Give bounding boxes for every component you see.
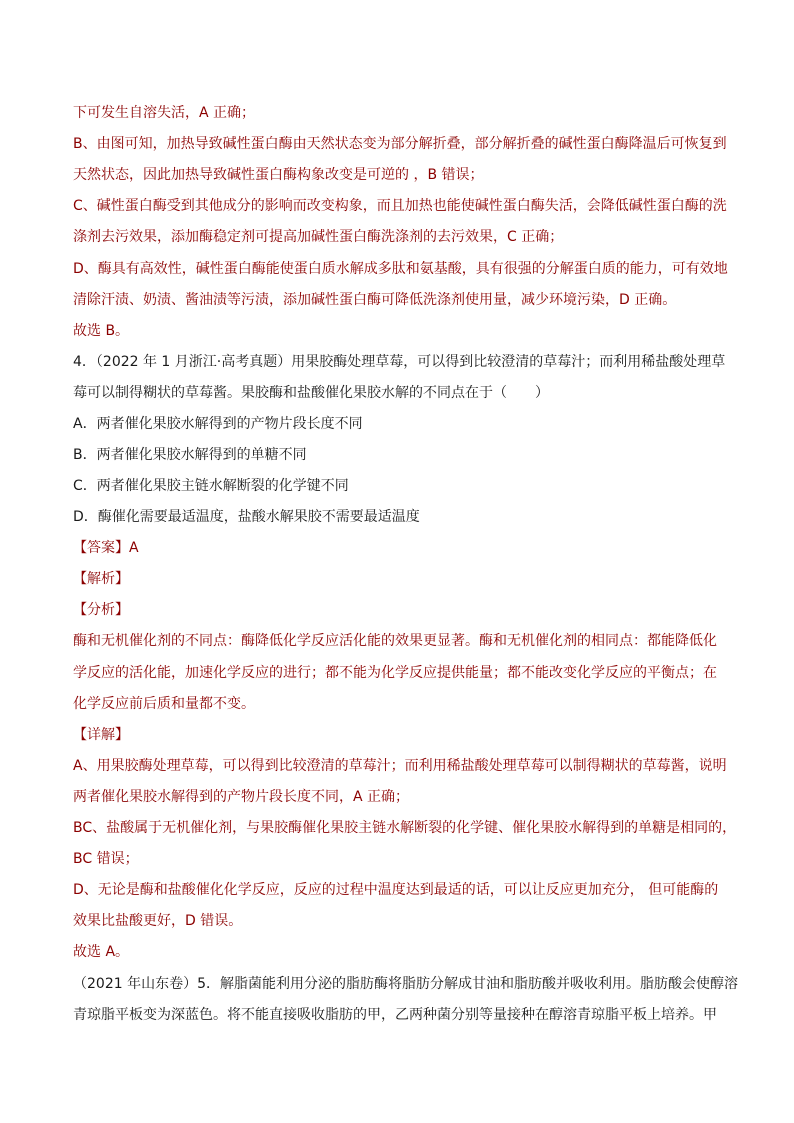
text-line-1: 下可发生自溶失活，A 正确；: [73, 105, 256, 121]
text-line-27: 效果比盐酸更好，D 错误。: [73, 913, 243, 929]
detail-label: 【详解】: [73, 727, 129, 743]
analysis-label: 【解析】: [73, 571, 129, 587]
question-4-stem-1: 4．（2022 年 1 月浙江·高考真题）用果胶酶处理草莓，可以得到比较澄清的草莓汁；而利用稀盐酸处理草: [73, 354, 726, 370]
text-line-19: 学反应的活化能，加速化学反应的进行；都不能为化学反应提供能量；都不能改变化学反应的平衡点；在: [73, 665, 717, 681]
text-line-24: BC、盐酸属于无机催化剂，与果胶酶催化果胶主链水解断裂的化学键、催化果胶水解得到的单糖是相同的，: [73, 820, 737, 836]
option-b: B．两者催化果胶水解得到的单糖不同: [73, 447, 307, 463]
text-line-2: B、由图可知，加热导致碱性蛋白酶由天然状态变为部分解折叠，部分解折叠的碱性蛋白酶降温后可恢复到: [73, 136, 727, 152]
text-line-6: D、酶具有高效性，碱性蛋白酶能使蛋白质水解成多肽和氨基酸，具有很强的分解蛋白质的能力，可有效地: [73, 261, 728, 277]
text-line-3: 天然状态，因此加热导致碱性蛋白酶构象改变是可逆的 ，B 错误；: [73, 167, 484, 183]
text-line-7: 清除汗渍、奶渍、酱油渍等污渍，添加碱性蛋白酶可降低洗涤剂使用量，减少环境污染，D 正确。: [73, 292, 677, 308]
text-line-26: D、无论是酶和盐酸催化化学反应，反应的过程中温度达到最适的话，可以让反应更加充分， 但可能酶的: [73, 882, 719, 898]
text-line-4: C、碱性蛋白酶受到其他成分的影响而改变构象，而且加热也能使碱性蛋白酶失活，会降低碱性蛋白酶的洗: [73, 198, 727, 214]
text-line-25: BC 错误；: [73, 851, 139, 867]
text-line-5: 涤剂去污效果，添加酶稳定剂可提高加碱性蛋白酶洗涤剂的去污效果，C 正确；: [73, 229, 564, 245]
question-5-stem-2: 青琼脂平板变为深蓝色。将不能直接吸收脂肪的甲，乙两种菌分别等量接种在醇溶青琼脂平板上培养。甲: [73, 1007, 717, 1023]
option-c: C．两者催化果胶主链水解断裂的化学键不同: [73, 478, 349, 494]
text-line-20: 化学反应前后质和量都不变。: [73, 696, 255, 712]
text-line-22: A、用果胶酶处理草莓，可以得到比较澄清的草莓汁；而利用稀盐酸处理草莓可以制得糊状的草莓酱，说明: [73, 758, 727, 774]
option-a: A．两者催化果胶水解得到的产物片段长度不同: [73, 416, 363, 432]
question-4-stem-2: 莓可以制得糊状的草莓酱。果胶酶和盐酸催化果胶水解的不同点在于（ ）: [73, 385, 549, 401]
question-5-stem-1: （2021 年山东卷）5．解脂菌能利用分泌的脂肪酶将脂肪分解成甘油和脂肪酸并吸收利用。脂肪酸会使醇溶: [73, 976, 738, 992]
option-d: D．酶催化需要最适温度，盐酸水解果胶不需要最适温度: [73, 509, 420, 525]
text-line-8: 故选 B。: [73, 323, 130, 339]
text-line-18: 酶和无机催化剂的不同点：酶降低化学反应活化能的效果更显著。酶和无机催化剂的相同点：都能降低化: [73, 633, 717, 649]
text-line-28: 故选 A。: [73, 944, 130, 960]
text-line-23: 两者催化果胶水解得到的产物片段长度不同，A 正确；: [73, 789, 410, 805]
answer-label: 【答案】A: [73, 540, 139, 556]
reasoning-label: 【分析】: [73, 602, 129, 618]
